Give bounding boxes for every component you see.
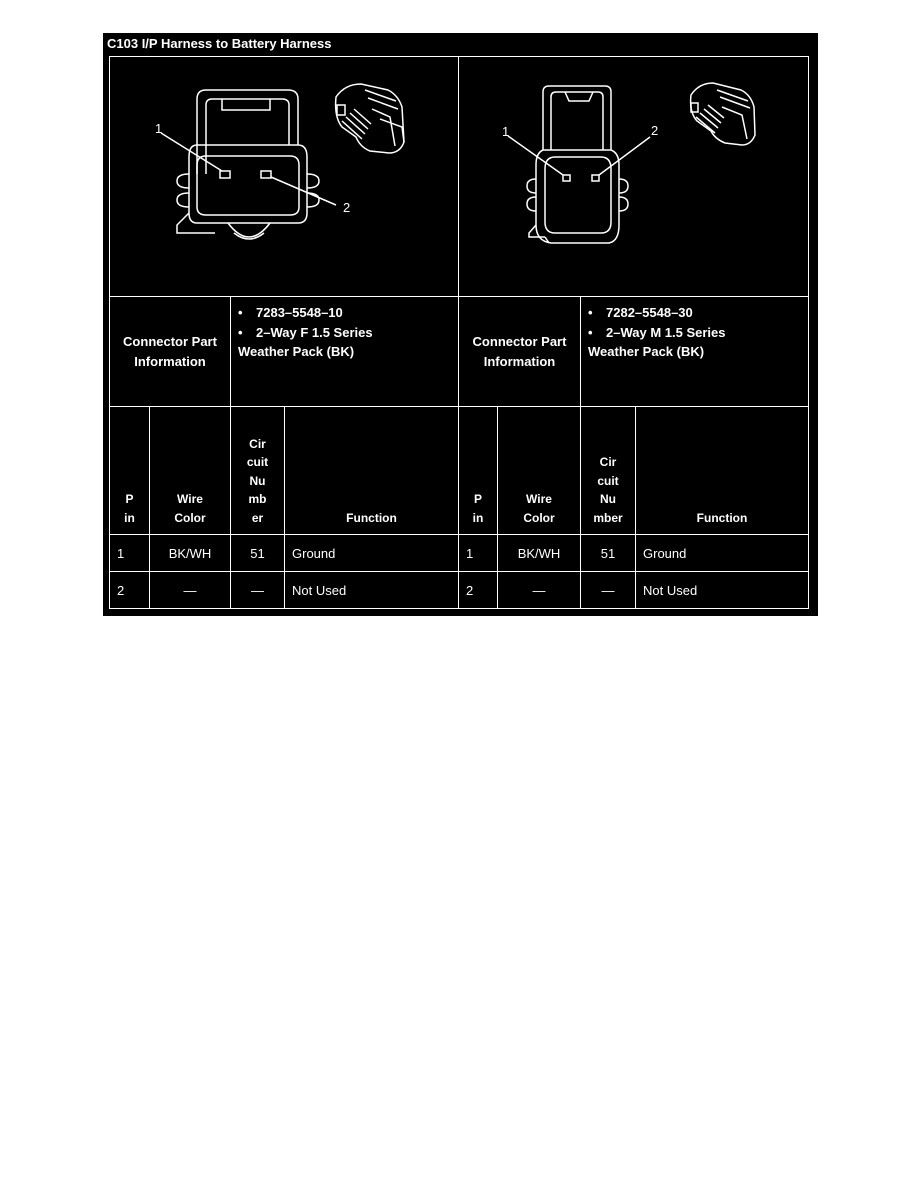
table-cell-wire-color: —	[149, 571, 231, 609]
table-cell-circuit: 51	[230, 534, 285, 572]
table-cell-wire-color: BK/WH	[149, 534, 231, 572]
table-cell-pin: 2	[109, 571, 150, 609]
table-cell-function: Ground	[284, 534, 459, 572]
pin-2-callout: 2	[651, 123, 659, 138]
part-number: • 7283–5548–10	[238, 305, 343, 320]
left-connector-diagram	[109, 56, 459, 297]
connector-sheet	[103, 33, 818, 616]
table-cell-pin: 1	[109, 534, 150, 572]
male-connector-face-drawing	[459, 57, 810, 298]
pin-1-callout: 1	[155, 121, 163, 136]
left-info-label: Connector Part Information	[109, 296, 231, 407]
left-pin-header: P in	[109, 406, 150, 535]
table-cell-wire-color: BK/WH	[497, 534, 581, 572]
right-pin-header: P in	[458, 406, 498, 535]
right-connector-diagram	[458, 56, 809, 297]
pin-1-callout: 1	[502, 124, 510, 139]
pin-2-callout: 2	[343, 200, 351, 215]
table-cell-function: Not Used	[635, 571, 809, 609]
left-circuit-number-header: Cir cuit Nu mb er	[230, 406, 285, 535]
table-cell-pin: 2	[458, 571, 498, 609]
table-cell-function: Not Used	[284, 571, 459, 609]
right-info-label: Connector Part Information	[458, 296, 581, 407]
right-function-header: Function	[635, 406, 809, 535]
right-wire-color-header: Wire Color	[497, 406, 581, 535]
table-cell-wire-color: —	[497, 571, 581, 609]
connector-type: • 2–Way F 1.5 Series	[238, 324, 373, 340]
table-cell-circuit: —	[230, 571, 285, 609]
connector-series: Weather Pack (BK)	[238, 344, 355, 359]
left-wire-color-header: Wire Color	[149, 406, 231, 535]
female-connector-face-drawing	[110, 57, 460, 298]
connector-series: Weather Pack (BK)	[588, 344, 705, 359]
right-circuit-number-header: Cir cuit Nu mber	[580, 406, 636, 535]
right-info-values	[580, 296, 809, 407]
table-cell-pin: 1	[458, 534, 498, 572]
left-function-header: Function	[284, 406, 459, 535]
part-number: • 7282–5548–30	[588, 305, 693, 320]
table-cell-circuit: 51	[580, 534, 636, 572]
connector-type: • 2–Way M 1.5 Series	[588, 324, 726, 340]
table-cell-circuit: —	[580, 571, 636, 609]
left-info-values	[230, 296, 459, 407]
sheet-title: C103 I/P Harness to Battery Harness	[107, 36, 332, 51]
table-cell-function: Ground	[635, 534, 809, 572]
